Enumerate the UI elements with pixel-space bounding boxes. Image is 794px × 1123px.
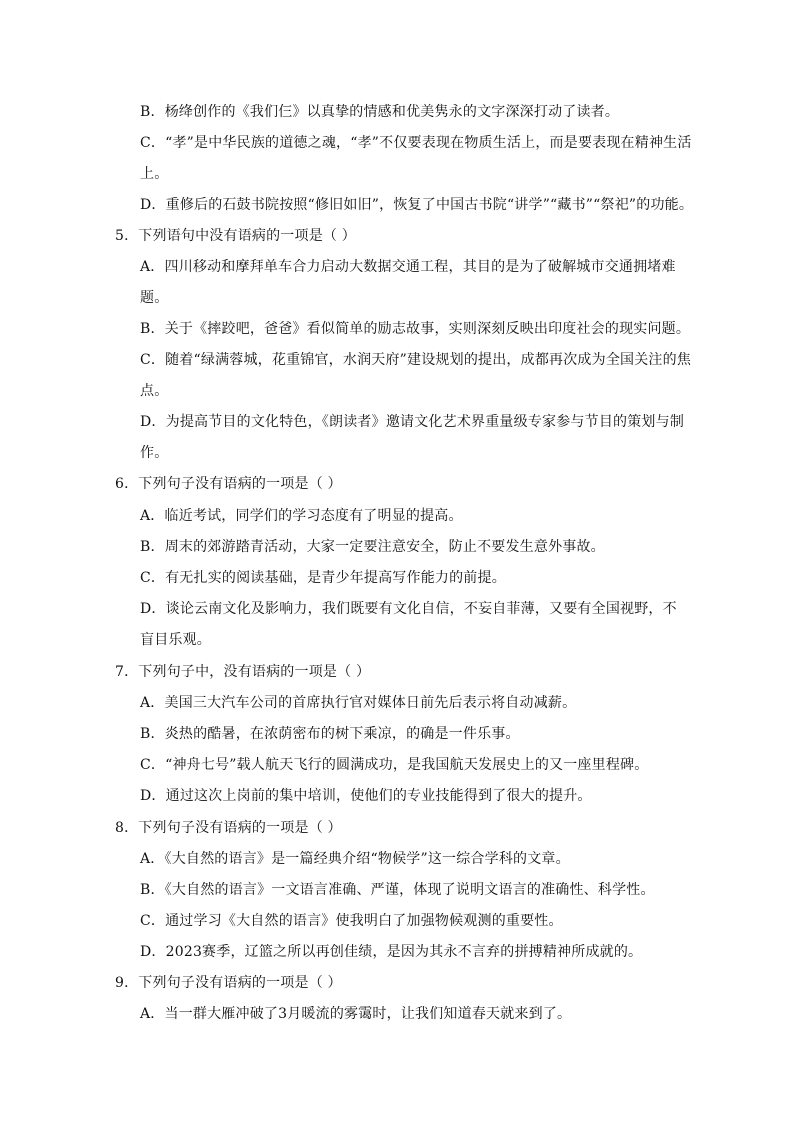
option-text: C．随着“绿满蓉城，花重锦官，水润天府”建设规划的提出，成都再次成为全国关注的焦 bbox=[140, 352, 692, 368]
option-text: A．当一群大雁冲破了3月暖流的雾霭时，让我们知道春天就来到了。 bbox=[140, 1006, 572, 1022]
option-text: B．杨绛创作的《我们仨》以真挚的情感和优美隽永的文字深深打动了读者。 bbox=[140, 104, 620, 120]
option-text: D．为提高节目的文化特色，《朗读者》邀请文化艺术界重量级专家参与节目的策划与制 bbox=[140, 414, 685, 430]
option-text: A．美国三大汽车公司的首席执行官对媒体日前先后表示将自动减薪。 bbox=[140, 695, 577, 711]
option-text-continuation: 盲目乐观。 bbox=[140, 632, 211, 648]
option-text: C．“神舟七号”载人航天飞行的圆满成功，是我国航天发展史上的又一座里程碑。 bbox=[140, 757, 649, 773]
option-text: C．“孝”是中华民族的道德之魂，“孝”不仅要表现在物质生活上，而是要表现在精神生活 bbox=[140, 135, 692, 151]
option-text: A．临近考试，同学们的学习态度有了明显的提高。 bbox=[140, 508, 463, 524]
option-text: D．谈论云南文化及影响力，我们既要有文化自信，不妄自菲薄，又要有全国视野，不 bbox=[140, 601, 677, 617]
option-text: B．关于《摔跤吧，爸爸》看似简单的励志故事，实则深刻反映出印度社会的现实问题。 bbox=[140, 321, 691, 337]
question-stem: 5．下列语句中没有语病的一项是（ ） bbox=[115, 228, 356, 244]
option-text: A．《大自然的语言》是一篇经典介绍“物候学”这一综合学科的文章。 bbox=[140, 851, 570, 867]
option-text: C．有无扎实的阅读基础，是青少年提高写作能力的前提。 bbox=[140, 570, 506, 586]
option-text-continuation: 作。 bbox=[140, 445, 169, 461]
option-text-continuation: 点。 bbox=[140, 383, 169, 399]
option-text: C．通过学习《大自然的语言》使我明白了加强物候观测的重要性。 bbox=[140, 913, 563, 929]
option-text: B．周末的郊游踏青活动，大家一定要注意安全，防止不要发生意外事故。 bbox=[140, 539, 605, 555]
option-text: A．四川移动和摩拜单车合力启动大数据交通工程，其目的是为了破解城市交通拥堵难 bbox=[140, 259, 676, 275]
option-text-continuation: 题。 bbox=[140, 290, 169, 306]
question-stem: 7．下列句子中，没有语病的一项是（ ） bbox=[115, 664, 371, 680]
option-text-continuation: 上。 bbox=[140, 166, 169, 182]
question-stem: 9．下列句子没有语病的一项是（ ） bbox=[115, 975, 342, 991]
option-text: D．重修后的石鼓书院按照“修旧如旧”，恢复了中国古书院“讲学”“藏书”“祭祀”的功能。 bbox=[140, 197, 694, 213]
question-stem: 6．下列句子没有语病的一项是（ ） bbox=[115, 476, 342, 492]
option-text: B．炎热的酷暑，在浓荫密布的树下乘凉，的确是一件乐事。 bbox=[140, 726, 520, 742]
option-text: D．2023赛季，辽篮之所以再创佳绩，是因为其永不言弃的拼搏精神所成就的。 bbox=[140, 944, 643, 960]
option-text: D．通过这次上岗前的集中培训，使他们的专业技能得到了很大的提升。 bbox=[140, 788, 592, 804]
question-stem: 8．下列句子没有语病的一项是（ ） bbox=[115, 820, 342, 836]
option-text: B．《大自然的语言》一文语言准确、严谨，体现了说明文语言的准确性、科学性。 bbox=[140, 882, 655, 898]
